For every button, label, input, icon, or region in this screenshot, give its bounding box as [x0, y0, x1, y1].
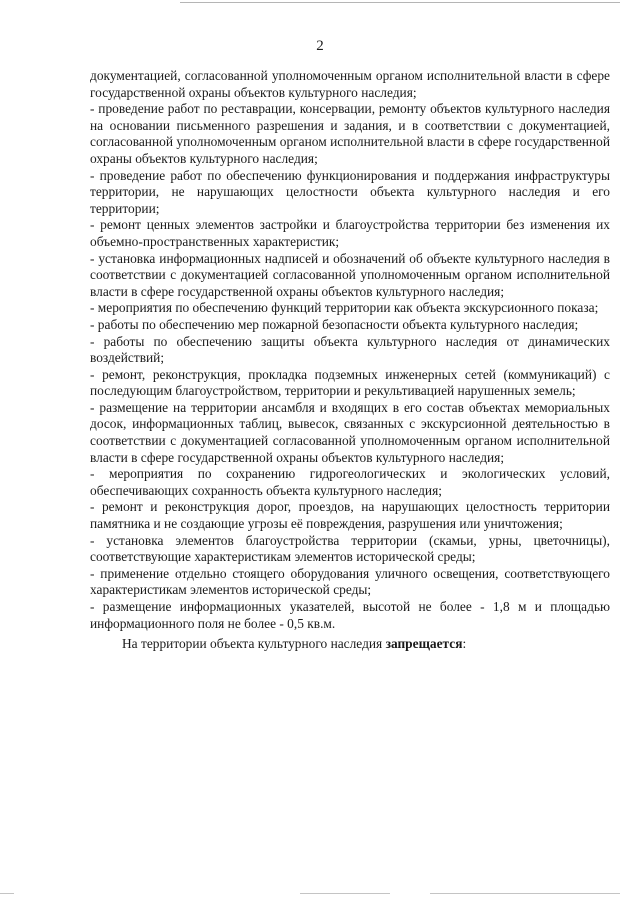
paragraph: - ремонт, реконструкция, прокладка подземных инженерных сетей (коммуникаций) с последующим благоустройством, территории и рекультивацией нарушенных земель; [90, 366, 610, 399]
scan-artifact-line [0, 893, 14, 894]
paragraph: - мероприятия по обеспечению функций территории как объекта экскурсионного показа; [90, 300, 599, 316]
paragraph: - проведение работ по обеспечению функционирования и поддержания инфраструктуры территории, не нарушающих целостности объекта культурного наследия и его территории; [90, 167, 610, 216]
final-paragraph-text: На территории объекта культурного наследия [122, 636, 386, 652]
paragraph: - размещение информационных указателей, высотой не более - 1,8 м и площадью информационного поля не более - 0,5 кв.м. [90, 599, 610, 631]
paragraph: - установка информационных надписей и обозначений об объекте культурного наследия в соответствии с документацией согласованной уполномоченным органом исполнительной власти в сфере государственной охраны объектов культурного наследия; [90, 250, 610, 299]
paragraph: - работы по обеспечению защиты объекта культурного наследия от динамических воздействий; [90, 333, 610, 366]
page-number: 2 [316, 38, 324, 54]
paragraph: - проведение работ по реставрации, консервации, ремонту объектов культурного наследия на основании письменного разрешения и задания, и в соответствии с документацией, согласованной уполномоченным органом исполнительной власти в сфере государственной охраны объектов культурного наследия; [90, 101, 610, 166]
paragraph: - работы по обеспечению мер пожарной безопасности объекта культурного наследия; [90, 316, 579, 332]
scan-artifact-line [430, 893, 620, 894]
paragraph: - установка элементов благоустройства территории (скамьи, урны, цветочницы), соответствующие характеристикам элементов исторической среды; [90, 532, 610, 565]
scan-artifact-line [300, 893, 390, 894]
scan-top-edge-line [180, 2, 620, 3]
final-paragraph-emphasis: запрещается [385, 636, 463, 652]
paragraph: документацией, согласованной уполномоченным органом исполнительной власти в сфере государственной охраны объектов культурного наследия; [90, 68, 610, 100]
paragraph: - ремонт и реконструкция дорог, проездов, на нарушающих целостность территории памятника и не создающие угрозы её повреждения, разрушения или уничтожения; [90, 499, 610, 532]
paragraph: - применение отдельно стоящего оборудования уличного освещения, соответствующего характеристикам элементов исторической среды; [90, 565, 610, 598]
document-body [90, 68, 610, 653]
final-paragraph [90, 636, 610, 653]
paragraph: - ремонт ценных элементов застройки и благоустройства территории без изменения их объемно-пространственных характеристик; [90, 217, 610, 249]
paragraph: - размещение на территории ансамбля и входящих в его состав объектах мемориальных досок, информационных таблиц, вывесок, связанных с экскурсионной деятельностью в соответствии с документацией согласованной уполномоченным органом исполнительной власти в сфере государственной охраны объектов культурного наследия; [90, 399, 610, 465]
final-paragraph-end: : [462, 636, 467, 652]
paragraph: - мероприятия по сохранению гидрогеологических и экологических условий, обеспечивающих сохранность объекта культурного наследия; [90, 466, 610, 498]
